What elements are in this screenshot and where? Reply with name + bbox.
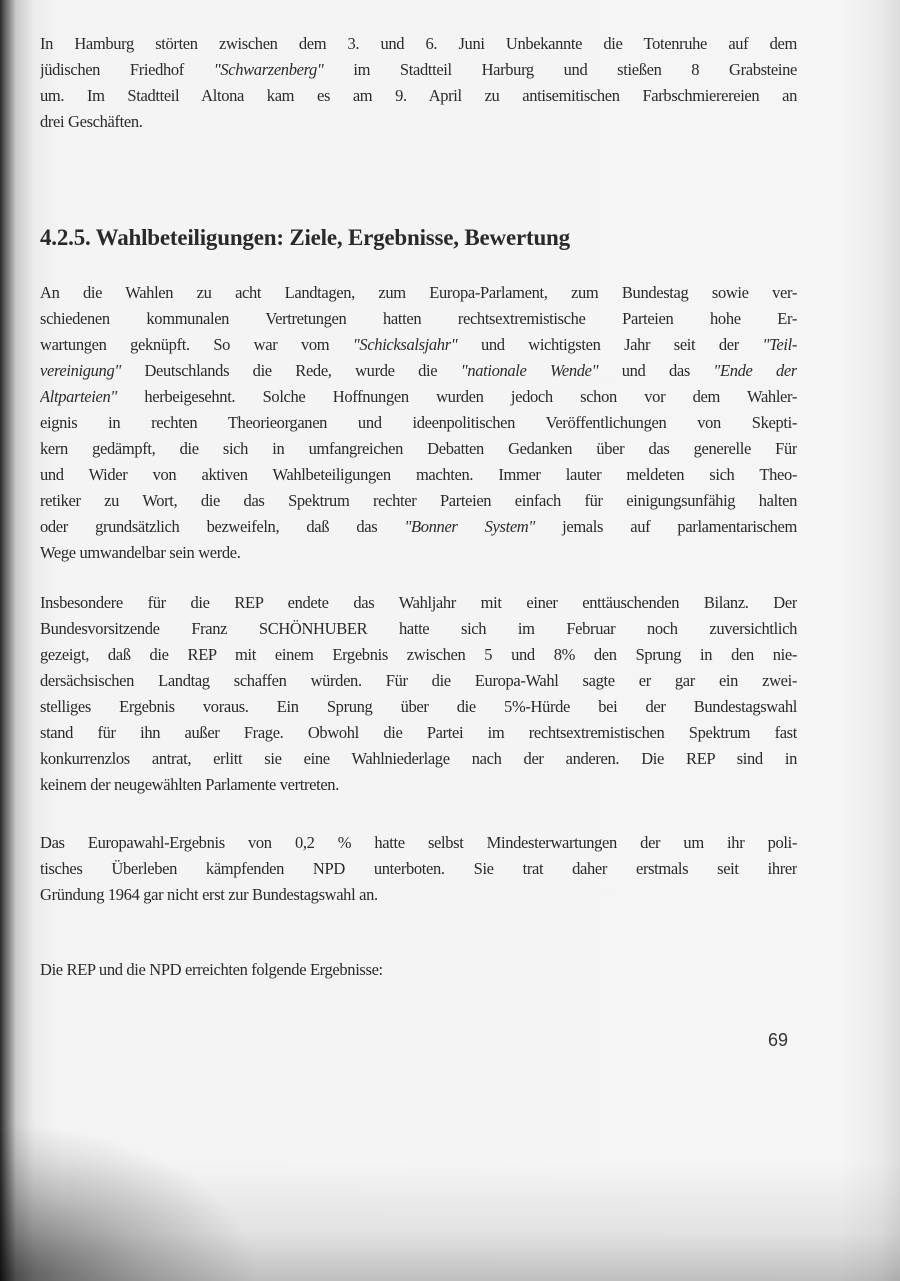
text-segment: drei Geschäften.: [40, 112, 143, 131]
quoted-term: "Bonner System": [404, 517, 535, 536]
text-segment: im Stadtteil Harburg und stießen 8 Grabsteine: [323, 60, 797, 79]
paragraph-2-line: [40, 543, 797, 565]
text-segment: und wichtigsten Jahr seit der: [457, 335, 763, 354]
quoted-term: "Teil-: [762, 335, 797, 354]
paragraph-2-line: [40, 413, 797, 435]
text-segment: jüdischen Friedhof: [40, 60, 214, 79]
text-segment: Bundesvorsitzende Franz SCHÖNHUBER hatte sich im Februar noch zuversichtlich: [40, 619, 797, 638]
text-segment: Wege umwandelbar sein werde.: [40, 543, 241, 562]
paragraph-4-line: [40, 859, 797, 881]
paragraph-1-line: [40, 112, 797, 134]
page-number: 69: [768, 1030, 789, 1050]
text-segment: um. Im Stadtteil Altona kam es am 9. April zu antisemitischen Farbschmierereien an: [40, 86, 797, 105]
text-segment: An die Wahlen zu acht Landtagen, zum Europa-Parlament, zum Bundestag sowie ver-: [40, 283, 797, 302]
text-segment: Die REP und die NPD erreichten folgende Ergebnisse:: [40, 960, 383, 979]
paragraph-4-line: [40, 885, 797, 907]
paragraph-3-line: [40, 671, 797, 693]
text-segment: retiker zu Wort, die das Spektrum rechter Parteien einfach für einigungsunfähig halten: [40, 491, 797, 510]
paragraph-3-line: [40, 645, 797, 667]
paragraph-1-line: [40, 86, 797, 108]
text-segment: In Hamburg störten zwischen dem 3. und 6. Juni Unbekannte die Totenruhe auf dem: [40, 34, 797, 53]
text-segment: gezeigt, daß die REP mit einem Ergebnis zwischen 5 und 8% den Sprung in den nie-: [40, 645, 797, 664]
text-segment: konkurrenzlos antrat, erlitt sie eine Wahlniederlage nach der anderen. Die REP sind in: [40, 749, 797, 768]
text-segment: Das Europawahl-Ergebnis von 0,2 % hatte selbst Mindesterwartungen der um ihr poli-: [40, 833, 797, 852]
quoted-term: vereinigung": [40, 361, 121, 380]
text-segment: eignis in rechten Theorieorganen und ideenpolitischen Veröffentlichungen von Skepti-: [40, 413, 797, 432]
text-segment: Gründung 1964 gar nicht erst zur Bundestagswahl an.: [40, 885, 378, 904]
quoted-term: Altparteien": [40, 387, 117, 406]
paragraph-4-line: [40, 833, 797, 855]
text-segment: stelliges Ergebnis voraus. Ein Sprung über die 5%-Hürde bei der Bundestagswahl: [40, 697, 797, 716]
text-segment: herbeigesehnt. Solche Hoffnungen wurden jedoch schon vor dem Wahler-: [116, 387, 797, 406]
paragraph-2-line: [40, 361, 797, 383]
paragraph-2-line: [40, 387, 797, 409]
text-segment: und Wider von aktiven Wahlbeteiligungen machten. Immer lauter meldeten sich Theo-: [40, 465, 797, 484]
text-segment: schiedenen kommunalen Vertretungen hatten rechtsextremistische Parteien hohe Er-: [40, 309, 797, 328]
paragraph-2-line: [40, 283, 797, 305]
section-heading: 4.2.5. Wahlbeteiligungen: Ziele, Ergebnisse, Bewertung: [40, 225, 570, 250]
text-segment: keinem der neugewählten Parlamente vertreten.: [40, 775, 339, 794]
text-segment: Deutschlands die Rede, wurde die: [120, 361, 461, 380]
text-segment: wartungen geknüpft. So war vom: [40, 335, 353, 354]
text-segment: kern gedämpft, die sich in umfangreichen Debatten Gedanken über das generelle Für: [40, 439, 797, 458]
paragraph-3-line: [40, 593, 797, 615]
text-segment: und das: [598, 361, 714, 380]
paragraph-3-line: [40, 749, 797, 771]
paragraph-1-line: [40, 34, 797, 56]
text-segment: oder grundsätzlich bezweifeln, daß das: [40, 517, 405, 536]
paragraph-2-line: [40, 335, 797, 357]
paragraph-1-line: [40, 60, 797, 82]
paragraph-3-line: [40, 697, 797, 719]
paragraph-2-line: [40, 517, 797, 539]
paragraph-3-line: [40, 775, 797, 797]
paragraph-2-line: [40, 309, 797, 331]
text-segment: tisches Überleben kämpfenden NPD unterboten. Sie trat daher erstmals seit ihrer: [40, 859, 797, 878]
paragraph-5-line: [40, 960, 797, 982]
text-segment: stand für ihn außer Frage. Obwohl die Partei im rechtsextremistischen Spektrum fast: [40, 723, 797, 742]
text-segment: dersächsischen Landtag schaffen würden. Für die Europa-Wahl sagte er gar ein zwei-: [40, 671, 797, 690]
quoted-term: "Ende der: [713, 361, 797, 380]
paragraph-3-line: [40, 723, 797, 745]
paragraph-2-line: [40, 491, 797, 513]
text-segment: Insbesondere für die REP endete das Wahljahr mit einer enttäuschenden Bilanz. Der: [40, 593, 797, 612]
paragraph-2-line: [40, 439, 797, 461]
quoted-term: "nationale Wende": [460, 361, 599, 380]
quoted-term: "Schicksalsjahr": [352, 335, 458, 354]
text-segment: jemals auf parlamentarischem: [534, 517, 797, 536]
quoted-term: "Schwarzenberg": [213, 60, 324, 79]
paragraph-2-line: [40, 465, 797, 487]
paragraph-3-line: [40, 619, 797, 641]
page-corner-shadow: [0, 1121, 260, 1281]
